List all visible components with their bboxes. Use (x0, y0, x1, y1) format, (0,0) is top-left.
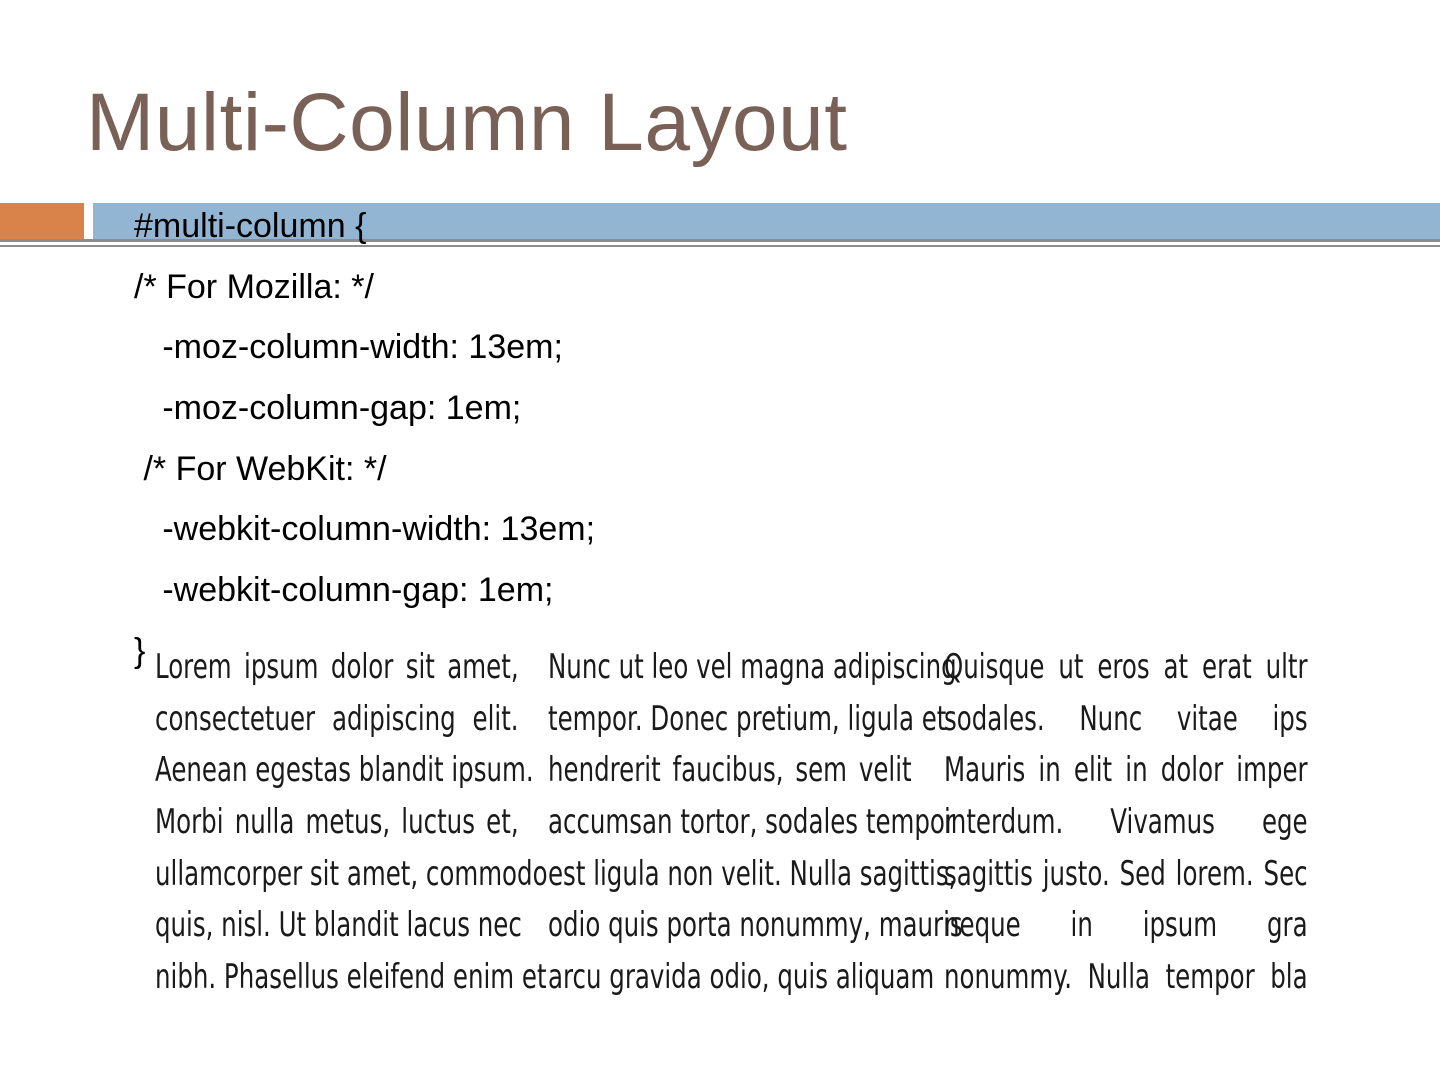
example-line: Quisque ut eros at erat ultr (944, 647, 1308, 687)
example-column-2 (548, 647, 963, 1004)
example-line: Aenean egestas blandit ipsum. (155, 750, 534, 791)
example-line: accumsan tortor, sodales tempor (548, 802, 955, 843)
example-line: Lorem ipsum dolor sit amet, (155, 647, 519, 687)
example-line: sodales. Nunc vitae ips (944, 698, 1308, 739)
code-line: -webkit-column-gap: 1em; (134, 571, 554, 610)
example-line: Nunc ut leo vel magna adipiscing (548, 647, 957, 687)
example-line: sagittis justo. Sed lorem. Sec (944, 853, 1308, 894)
slide-title: Multi-Column Layout (86, 77, 848, 168)
example-line: Morbi nulla metus, luctus et, (155, 802, 519, 843)
example-line: odio quis porta nonummy, mauris (548, 905, 963, 946)
example-line: nonummy. Nulla tempor bla (944, 957, 1308, 998)
code-line: /* For WebKit: */ (134, 449, 387, 488)
code-line: /* For Mozilla: */ (134, 267, 374, 306)
code-line: -moz-column-width: 13em; (134, 328, 563, 367)
example-column-3 (944, 647, 1308, 1004)
example-line: tempor. Donec pretium, ligula et (548, 698, 947, 739)
example-line: neque in ipsum gra (944, 905, 1308, 946)
example-line: nibh. Phasellus eleifend enim et (155, 957, 547, 998)
example-line: est ligula non velit. Nulla sagittis, (548, 853, 957, 894)
example-column-1 (155, 647, 548, 1004)
code-line: #multi-column { (134, 207, 367, 245)
code-line: -webkit-column-width: 13em; (134, 510, 596, 549)
accent-bar-orange (0, 203, 84, 240)
example-line: arcu gravida odio, quis aliquam (548, 957, 935, 998)
example-line: Mauris in elit in dolor imper (944, 750, 1308, 791)
example-line: hendrerit faucibus, sem velit (548, 750, 912, 791)
css-code-block (134, 205, 595, 691)
example-line: interdum. Vivamus ege (944, 802, 1308, 843)
example-line: ullamcorper sit amet, commodo (155, 853, 548, 894)
code-line: } (134, 631, 146, 670)
example-line: consectetuer adipiscing elit. (155, 698, 519, 739)
accent-bar-gap (84, 203, 93, 240)
code-line: -moz-column-gap: 1em; (134, 389, 522, 428)
example-line: quis, nisl. Ut blandit lacus nec (155, 905, 522, 946)
multi-column-example-image (155, 647, 1308, 1020)
